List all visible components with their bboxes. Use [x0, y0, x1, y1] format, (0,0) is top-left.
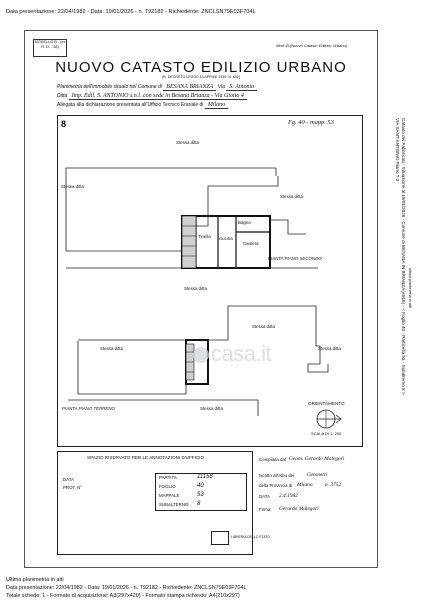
planimetria-line	[57, 84, 257, 90]
provincia-number: n. 3752	[325, 482, 342, 488]
data-label: DATA	[63, 477, 75, 482]
ufficio-header: SPAZIO RISERVATO PER LE ANNOTAZIONI D'UFFICIO	[87, 455, 205, 460]
stessa-ditta-label-3: Stessa ditta	[280, 194, 303, 199]
prot-label: PROT. N°	[63, 485, 83, 490]
room-camera: Camera	[243, 241, 259, 246]
watermark-logo-icon	[193, 347, 209, 363]
foglio-mappale-label: Fg. 40 - mapp. 53	[288, 119, 334, 126]
allegata-line	[57, 102, 228, 108]
piano-terreno-label: PIANTA PIANO TERRENO	[62, 406, 115, 411]
via-value: S. Antonio	[226, 84, 257, 91]
side-caption	[392, 118, 418, 578]
foglio-label: FOGLIO	[159, 484, 176, 489]
footer-last: Ultima planimetria in atti	[6, 577, 64, 583]
model-note: Mod. B (Nuovo Catasto Edilizio Urbano)	[276, 43, 347, 48]
iscritto-label: Iscritto all'Albo dei	[259, 473, 295, 478]
partita-value: 11158	[197, 474, 213, 480]
model-stamp: MODELLO B - (ex R. D. - 38)	[33, 39, 67, 57]
floor-plan-drawing	[58, 116, 364, 448]
room-cucina: Cucina	[219, 236, 233, 241]
sheet-number: 8	[61, 119, 67, 129]
watermark	[193, 341, 271, 367]
data-compilazione-value: 2.4.1982	[279, 493, 298, 499]
provincia-value: Milano	[297, 482, 313, 488]
scala-label: SCALA DI 1: 200	[311, 431, 342, 436]
via-label: Via	[217, 84, 225, 90]
side-caption-1: Catasto dei Fabbricati - Situazione al 19/01/2026 - Comune di BESANA IN BRIANZA(A818) - < Foglio 40 - Particella 53 - Subalterno 8 >	[401, 118, 406, 395]
stessa-ditta-label-6: Stessa ditta	[100, 346, 123, 351]
stessa-ditta-label-7: Stessa ditta	[318, 346, 341, 351]
libreria-label: LIBRERIA DELLO STATO	[231, 535, 271, 539]
stessa-ditta-label-2: Stessa ditta	[61, 184, 84, 189]
libreria-logo	[211, 531, 229, 545]
subalterno-value: 8	[197, 501, 201, 507]
side-caption-3: ultima planimetria in atti	[408, 268, 412, 308]
mappale-label: MAPPALE	[159, 493, 180, 498]
stessa-ditta-label-4: Stessa ditta	[184, 286, 207, 291]
watermark-text: casa.it	[211, 341, 272, 366]
partita-label: PARTITA	[159, 475, 177, 480]
compilata-label: Compilata dal	[259, 457, 286, 462]
data-compilazione-label: DATA	[259, 494, 271, 499]
ditta-value: Imp. Edil. S. ANTONIO s.n.l. con sede in Besana Brianza - Via Giotto 4	[69, 93, 247, 100]
piano-secondo-label: PIANTA PIANO SECONDO	[268, 256, 322, 261]
foglio-value: 40	[197, 483, 204, 489]
firma-label: Firma:	[259, 507, 272, 512]
stessa-ditta-label-5: Stessa ditta	[252, 324, 275, 329]
ufficio-value: Milano	[205, 102, 228, 109]
footer-info: Data presentazione: 22/04/1982 - Data: 19/01/2026 - n. T92182 - Richiedente: ZNCLSN79E03F704L	[6, 585, 247, 591]
ditta-line	[57, 93, 247, 99]
cadastral-sheet	[24, 30, 378, 568]
firma-value: Gerardo Malegori	[279, 506, 319, 512]
document-title: NUOVO CATASTO EDILIZIO URBANO	[55, 59, 347, 76]
orientamento-label: ORIENTAMENTO	[308, 401, 345, 406]
annotations-area	[57, 451, 363, 561]
room-bagno: Bagno	[238, 220, 251, 225]
room-tinello: Tinello	[198, 234, 211, 239]
footer-format: Totale schede: 1 - Formato di acquisizione: A3(297x420) - Formato stampa richiesto: A4(210x297)	[6, 593, 240, 599]
mappale-value: 53	[197, 492, 204, 498]
ditta-label: Ditta	[57, 93, 68, 99]
planimetria-label: Planimetria dell'immobile situato nel Comune di	[57, 84, 162, 90]
floor-plan-area	[57, 115, 363, 447]
compilata-value: Geom. Gerardo Malegori	[289, 456, 345, 462]
document-subtitle: (R. DECRETO LEGGE 13 APRILE 1939, N. 652)	[161, 75, 241, 79]
side-caption-2: VIA SANT ANTONIO Piano T-2	[395, 118, 400, 182]
stessa-ditta-label-1: Stessa ditta	[176, 140, 199, 145]
subalterno-label: SUBALTERNO	[159, 502, 189, 507]
header-info: Data presentazione: 22/04/1982 - Data: 19/01/2026 - n. T92182 - Richiedente: ZNCLSN79E03F704L	[6, 9, 256, 15]
stessa-ditta-label-8: Stessa ditta	[200, 406, 223, 411]
comune-value: BESANA BRIANZA	[163, 84, 216, 91]
provincia-label: della Provincia di	[259, 483, 293, 488]
allegata-label: Allegata alla dichiarazione presentata all'Ufficio Tecnico Erariale di	[57, 102, 204, 108]
iscritto-value: Geometri	[307, 472, 328, 478]
